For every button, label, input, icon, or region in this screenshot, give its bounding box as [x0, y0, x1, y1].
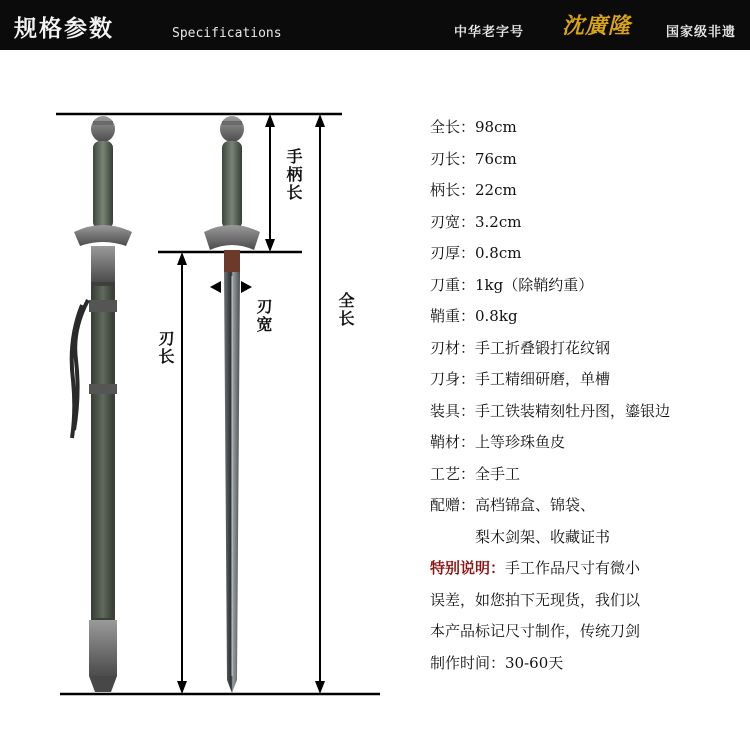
spec-blade-length: 刃长：76cm: [430, 150, 517, 168]
page-title: 规格参数: [14, 15, 114, 42]
special-note-text-1: 手工作品尺寸有微小: [505, 559, 641, 577]
blade-width-label: 刃宽: [254, 298, 273, 334]
handle-length-dimension: [265, 114, 275, 252]
spec-sheath-material: 鞘材：上等珍珠鱼皮: [430, 433, 566, 451]
brand-tagline-right: 国家级非遗: [666, 25, 737, 40]
spec-handle-length: 柄长：22cm: [430, 181, 517, 199]
special-note-label: 特别说明：: [430, 559, 506, 577]
special-note-line-1: [430, 557, 640, 578]
blade-width-arrow-right: [241, 281, 252, 293]
spec-sheath-weight: 鞘重：0.8kg: [430, 307, 518, 325]
total-length-label: 全长: [336, 292, 355, 328]
special-note-line-2: 误差，如您拍下无现货，我们以: [430, 591, 641, 609]
page-subtitle: Specifications: [172, 26, 282, 41]
handle-length-label: 手柄长: [284, 148, 303, 202]
spec-gifts-continued: 梨木剑架、收藏证书: [475, 528, 611, 546]
sheathed-sword: [72, 116, 132, 692]
spec-sword-weight: 刀重：1kg（除鞘约重）: [430, 276, 594, 294]
special-note-line-3: 本产品标记尺寸制作，传统刀剑: [430, 622, 641, 640]
blade-width-arrow-left: [210, 281, 221, 293]
blade-length-dimension: [177, 252, 187, 694]
spec-blade-body: 刀身：手工精细研磨，单槽: [430, 370, 611, 388]
blade-length-label: 刃长: [156, 330, 175, 366]
spec-total-length: 全长：98cm: [430, 118, 517, 136]
total-length-dimension: [315, 114, 325, 694]
spec-blade-thickness: 刃厚：0.8cm: [430, 244, 522, 262]
unsheathed-sword: [204, 116, 260, 693]
special-note-line-4: 制作时间：30-60天: [430, 654, 564, 672]
spec-gifts: 配赠：高档锦盒、锦袋、: [430, 496, 596, 514]
spec-blade-width: 刃宽：3.2cm: [430, 213, 522, 231]
spec-blade-material: 刃材：手工折叠锻打花纹钢: [430, 339, 611, 357]
spec-craft: 工艺：全手工: [430, 465, 521, 483]
brand-logo: 沈廣隆: [562, 13, 632, 39]
spec-fittings: 装具：手工铁装精刻牡丹图，鎏银边: [430, 402, 671, 420]
brand-tagline-left: 中华老字号: [454, 25, 525, 40]
